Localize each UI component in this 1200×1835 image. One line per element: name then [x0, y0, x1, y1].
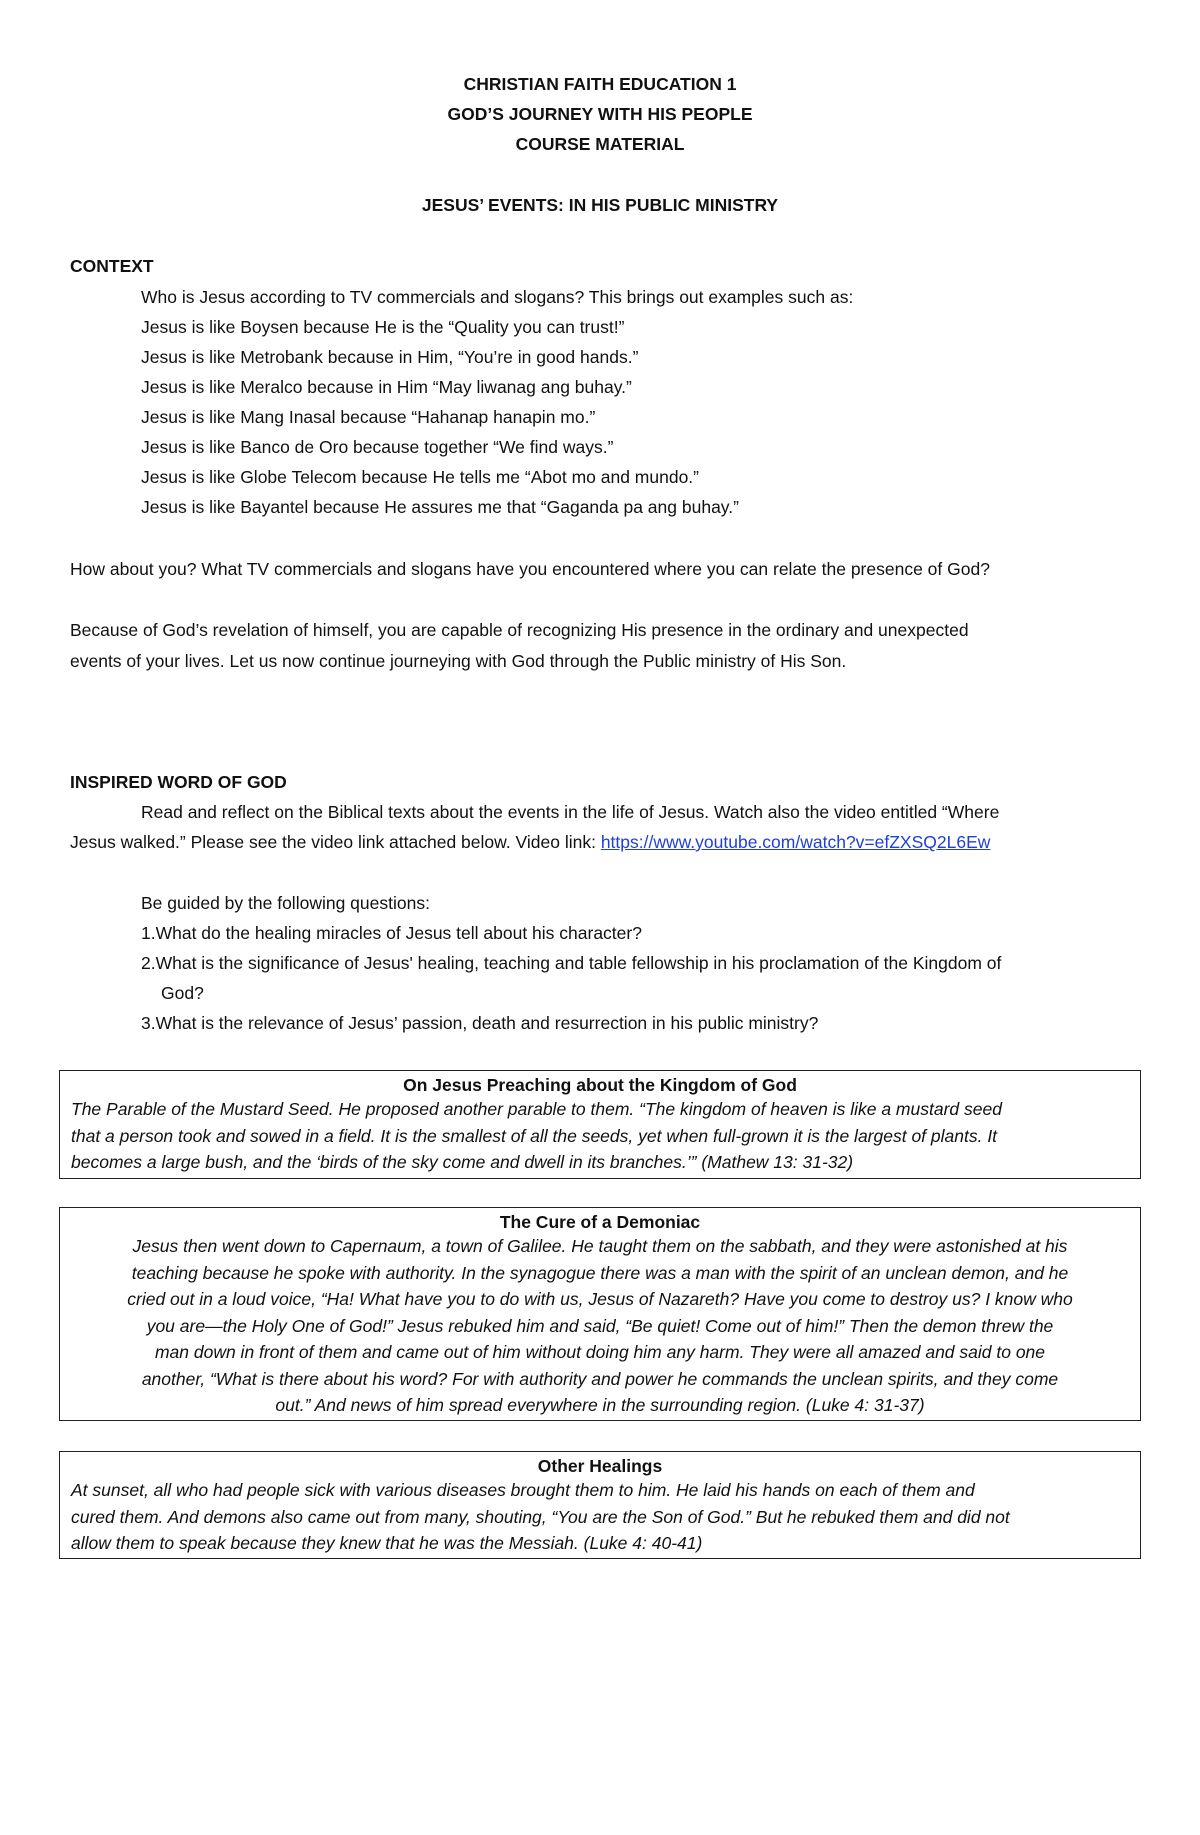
- context-question: How about you? What TV commercials and slogans have you encountered where you can relate the presence of God?: [70, 559, 990, 579]
- lesson-title: JESUS’ EVENTS: IN HIS PUBLIC MINISTRY: [421, 195, 779, 215]
- inspired-paragraph-line: Read and reflect on the Biblical texts about the events in the life of Jesus. Watch also the video entitled “Where: [141, 802, 1000, 822]
- scripture-box-text: [60, 1477, 1140, 1557]
- scripture-line: At sunset, all who had people sick with various diseases brought them to him. He laid his hands on each of them and: [71, 1480, 975, 1500]
- scripture-box-demoniac: [59, 1207, 1141, 1421]
- context-example: Jesus is like Banco de Oro because together “We find ways.”: [141, 437, 614, 457]
- scripture-line: cured them. And demons also came out from many, shouting, “You are the Son of God.” But he rebuked them and did not: [71, 1506, 1010, 1527]
- context-example: Jesus is like Mang Inasal because “Hahanap hanapin mo.”: [141, 407, 596, 427]
- scripture-line: allow them to speak because they knew that he was the Messiah. (Luke 4: 40-41): [71, 1533, 703, 1553]
- scripture-line: becomes a large bush, and the ‘birds of the sky come and dwell in its branches.’” (Mathew 13: 31-32): [71, 1152, 854, 1172]
- context-paragraph-line: events of your lives. Let us now continue journeying with God through the Public ministry of His Son.: [70, 651, 847, 671]
- inspired-paragraph-line: [70, 832, 990, 853]
- scripture-line: teaching because he spoke with authority. In the synagogue there was a man with the spirit of an unclean demon, and he: [131, 1262, 1069, 1283]
- guide-question: 2.What is the significance of Jesus' healing, teaching and table fellowship in his proclamation of the Kingdom of: [141, 953, 1002, 973]
- context-paragraph-line: Because of God’s revelation of himself, you are capable of recognizing His presence in the ordinary and unexpected: [70, 620, 969, 640]
- inspired-heading: INSPIRED WORD OF GOD: [70, 772, 287, 792]
- context-example: Jesus is like Globe Telecom because He tells me “Abot mo and mundo.”: [141, 467, 700, 487]
- context-example: Jesus is like Meralco because in Him “May liwanag ang buhay.”: [141, 377, 632, 397]
- scripture-line: you are—the Holy One of God!” Jesus rebuked him and said, “Be quiet! Come out of him!” Then the demon threw the: [146, 1315, 1054, 1336]
- context-example: Jesus is like Bayantel because He assures me that “Gaganda pa ang buhay.”: [141, 497, 739, 517]
- video-link-label: Jesus walked.” Please see the video link attached below. Video link:: [70, 832, 601, 852]
- scripture-box-title: On Jesus Preaching about the Kingdom of God: [403, 1075, 797, 1095]
- scripture-line: The Parable of the Mustard Seed. He proposed another parable to them. “The kingdom of heaven is like a mustard seed: [71, 1099, 1002, 1119]
- scripture-box-kingdom: [59, 1070, 1141, 1179]
- context-heading: CONTEXT: [70, 256, 154, 276]
- scripture-line: out.” And news of him spread everywhere in the surrounding region. (Luke 4: 31-37): [275, 1395, 925, 1415]
- guide-question: 1.What do the healing miracles of Jesus tell about his character?: [141, 923, 642, 943]
- scripture-line: man down in front of them and came out of him without doing him any harm. They were all amazed and said to one: [154, 1342, 1046, 1362]
- course-title: CHRISTIAN FAITH EDUCATION 1: [463, 74, 737, 94]
- course-material-label: COURSE MATERIAL: [515, 134, 685, 154]
- video-link[interactable]: https://www.youtube.com/watch?v=efZXSQ2L6Ew: [600, 832, 991, 852]
- scripture-line: another, “What is there about his word? For with authority and power he commands the unclean spirits, and they come: [141, 1368, 1059, 1389]
- scripture-box-text: [60, 1096, 1140, 1176]
- scripture-box-title: Other Healings: [537, 1456, 663, 1476]
- scripture-line: Jesus then went down to Capernaum, a town of Galilee. He taught them on the sabbath, and they were astonished at his: [132, 1236, 1068, 1256]
- context-intro: Who is Jesus according to TV commercials and slogans? This brings out examples such as:: [141, 287, 854, 307]
- course-subtitle: GOD’S JOURNEY WITH HIS PEOPLE: [447, 104, 753, 124]
- guide-question: 3.What is the relevance of Jesus’ passion, death and resurrection in his public ministry?: [141, 1013, 819, 1033]
- scripture-line: that a person took and sowed in a field. It is the smallest of all the seeds, yet when full-grown it is the largest of plants. It: [71, 1125, 998, 1146]
- guide-question-continued: God?: [161, 983, 204, 1003]
- scripture-box-text: [60, 1233, 1140, 1419]
- scripture-box-title: The Cure of a Demoniac: [499, 1212, 701, 1232]
- scripture-line: cried out in a loud voice, “Ha! What have you to do with us, Jesus of Nazareth? Have you come to destroy us? I know who: [127, 1289, 1073, 1309]
- scripture-box-healings: [59, 1451, 1141, 1559]
- context-example: Jesus is like Boysen because He is the “Quality you can trust!”: [141, 317, 625, 337]
- context-example: Jesus is like Metrobank because in Him, “You’re in good hands.”: [141, 347, 639, 367]
- guide-intro: Be guided by the following questions:: [141, 893, 430, 913]
